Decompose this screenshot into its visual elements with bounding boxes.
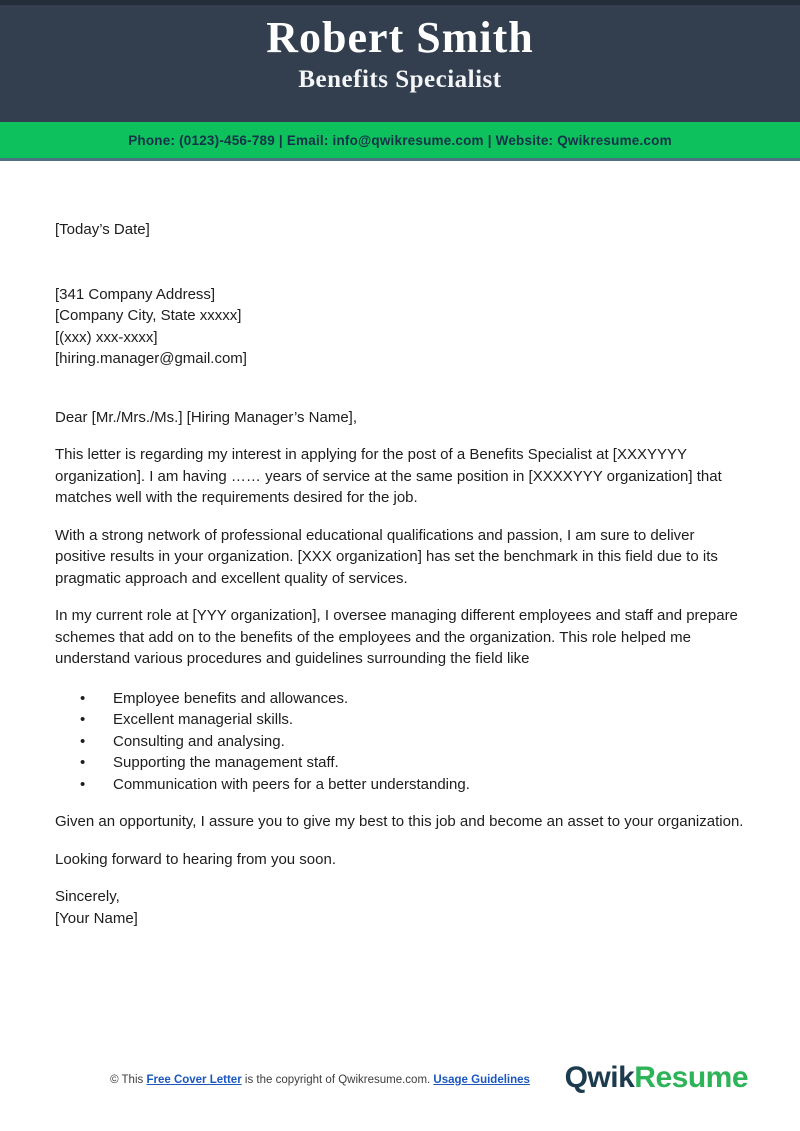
recipient-address-block	[55, 284, 745, 370]
bullet-icon: •	[80, 689, 86, 707]
list-item	[55, 709, 745, 731]
letter-paragraph: Looking forward to hearing from you soon.	[55, 850, 336, 868]
list-item	[55, 731, 745, 753]
candidate-job-title: Benefits Specialist	[298, 65, 502, 93]
letter-paragraph: With a strong network of professional educational qualifications and passion, I am sure to deliver positive results in your organization. [XXX organization] has set the benchmark in this field due to its pragmatic approach and excellent quality of services.	[55, 526, 718, 587]
skills-bullet-list	[55, 688, 745, 796]
copyright-note	[0, 1074, 640, 1086]
letter-body	[0, 161, 800, 929]
list-item-text: Employee benefits and allowances.	[113, 689, 349, 707]
list-item-text: Supporting the management staff.	[113, 754, 339, 771]
list-item	[55, 688, 745, 710]
list-item-text: Communication with peers for a better understanding.	[113, 775, 470, 793]
masthead	[0, 0, 800, 122]
contact-bar	[0, 122, 800, 161]
candidate-name: Robert Smith	[266, 13, 534, 62]
bullet-icon: •	[80, 732, 86, 750]
bullet-icon: •	[80, 711, 86, 728]
list-item-text: Excellent managerial skills.	[113, 711, 294, 728]
qwikresume-logo	[565, 1061, 748, 1095]
contact-info-text: Phone: (0123)-456-789 | Email: info@qwikresume.com | Website: Qwikresume.com	[128, 132, 672, 148]
recipient-address-line: [Company City, State xxxxx]	[55, 307, 242, 324]
recipient-address-line: [hiring.manager@gmail.com]	[55, 350, 247, 367]
copyright-middle: is the copyright of Qwikresume.com.	[241, 1074, 434, 1086]
free-cover-letter-link[interactable]: Free Cover Letter	[146, 1074, 242, 1086]
recipient-address-line: [341 Company Address]	[55, 285, 216, 303]
letter-paragraph: This letter is regarding my interest in applying for the post of a Benefits Specialist at [XXXYYYY organization]. I am having …… years of service at the same position in [XXXXYYY organization] that matches well with the requirements desired for the job.	[55, 446, 722, 506]
list-item	[55, 752, 745, 774]
page-footer	[0, 1059, 800, 1105]
signature-placeholder: [Your Name]	[55, 909, 138, 927]
recipient-address-line: [(xxx) xxx-xxxx]	[55, 328, 158, 346]
copyright-prefix: © This	[110, 1074, 147, 1086]
usage-guidelines-link[interactable]: Usage Guidelines	[433, 1074, 530, 1086]
list-item-text: Consulting and analysing.	[113, 732, 285, 750]
logo-qwik-text: Qwik	[564, 1061, 635, 1094]
list-item	[55, 774, 745, 796]
bullet-icon: •	[80, 775, 86, 793]
logo-resume-text: Resume	[634, 1061, 748, 1094]
letter-paragraph: In my current role at [YYY organization], I oversee managing different employees and staff and prepare schemes that add on to the benefits of the employees and the organization. This role helped me understand various procedures and guidelines surrounding the field like	[55, 607, 738, 667]
signoff: Sincerely,	[55, 888, 120, 905]
signoff-block	[55, 886, 745, 929]
bullet-icon: •	[80, 754, 86, 771]
letter-paragraph: Given an opportunity, I assure you to give my best to this job and become an asset to your organization.	[55, 813, 744, 830]
date-placeholder: [Today’s Date]	[55, 221, 150, 238]
salutation: Dear [Mr./Mrs./Ms.] [Hiring Manager’s Name],	[55, 408, 358, 426]
